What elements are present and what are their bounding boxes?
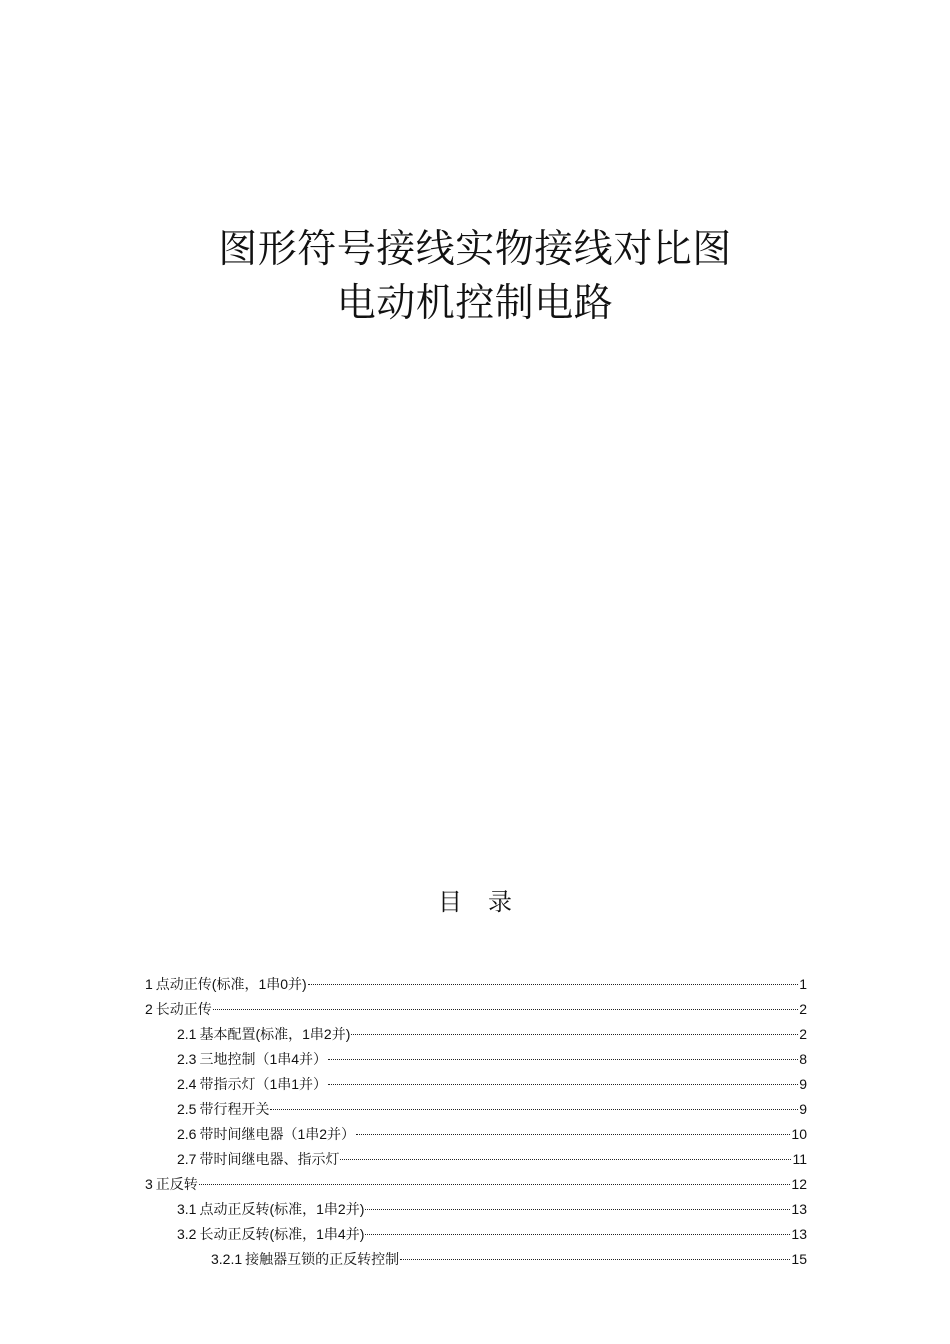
toc-entry-number: 1	[145, 976, 153, 992]
toc-dot-leader	[213, 1009, 798, 1010]
toc-entry[interactable]	[145, 1197, 807, 1222]
toc-entry-page: 15	[791, 1251, 807, 1267]
toc-entry-number: 3.2	[177, 1226, 197, 1242]
toc-entry-title: 带行程开关	[199, 1101, 270, 1117]
document-title-line-1: 图形符号接线实物接线对比图	[218, 227, 732, 272]
toc-entry-title: 基本配置(标准，1串2并)	[199, 1026, 351, 1042]
toc-entry-page: 10	[791, 1126, 807, 1142]
toc-dot-leader	[365, 1209, 790, 1210]
toc-dot-leader	[328, 1059, 798, 1060]
toc-entry-number: 2.4	[177, 1076, 197, 1092]
toc-entry-page: 13	[791, 1226, 807, 1242]
toc-entry[interactable]	[145, 1247, 807, 1272]
toc-entry-number: 2.3	[177, 1051, 197, 1067]
toc-entry-number: 2.7	[177, 1151, 197, 1167]
toc-entry-title: 带指示灯（1串1并）	[199, 1076, 328, 1092]
toc-dot-leader	[365, 1234, 790, 1235]
toc-entry[interactable]	[145, 1172, 807, 1197]
toc-entry[interactable]	[145, 1072, 807, 1097]
toc-entry-page: 8	[799, 1051, 807, 1067]
toc-entry[interactable]	[145, 1022, 807, 1047]
toc-entry-page: 11	[792, 1151, 807, 1167]
toc-heading: 目录	[438, 888, 538, 916]
toc-entry-number: 3.1	[177, 1201, 197, 1217]
toc-entry-number: 2.6	[177, 1126, 197, 1142]
toc-entry-title: 长动正传	[155, 1001, 212, 1017]
toc-dot-leader	[199, 1184, 791, 1185]
toc-entry[interactable]	[145, 1122, 807, 1147]
document-title-line-2: 电动机控制电路	[336, 281, 614, 326]
table-of-contents	[145, 972, 807, 1272]
toc-entry-number: 2	[145, 1001, 153, 1017]
toc-dot-leader	[328, 1084, 798, 1085]
toc-entry-page: 9	[799, 1101, 807, 1117]
toc-entry-title: 接触器互锁的正反转控制	[245, 1251, 400, 1267]
toc-entry[interactable]	[145, 997, 807, 1022]
toc-dot-leader	[356, 1134, 790, 1135]
toc-dot-leader	[270, 1109, 798, 1110]
toc-entry-number: 3.2.1	[211, 1251, 243, 1267]
toc-entry-page: 9	[799, 1076, 807, 1092]
toc-entry-page: 2	[799, 1026, 807, 1042]
toc-entry-page: 13	[791, 1201, 807, 1217]
toc-entry[interactable]	[145, 1147, 807, 1172]
toc-entry-page: 12	[791, 1176, 807, 1192]
toc-entry[interactable]	[145, 972, 807, 997]
toc-dot-leader	[308, 984, 799, 985]
toc-entry-number: 2.5	[177, 1101, 197, 1117]
toc-dot-leader	[340, 1159, 791, 1160]
toc-entry-page: 1	[799, 976, 807, 992]
toc-entry[interactable]	[145, 1047, 807, 1072]
toc-entry-page: 2	[799, 1001, 807, 1017]
toc-entry-title: 点动正反转(标准，1串2并)	[199, 1201, 365, 1217]
toc-entry-number: 2.1	[177, 1026, 197, 1042]
toc-entry-title: 三地控制（1串4并）	[199, 1051, 328, 1067]
toc-dot-leader	[400, 1259, 790, 1260]
toc-entry-title: 点动正传(标准，1串0并)	[155, 976, 307, 992]
toc-entry-title: 长动正反转(标准，1串4并)	[199, 1226, 365, 1242]
toc-dot-leader	[351, 1034, 798, 1035]
toc-entry-title: 正反转	[155, 1176, 198, 1192]
toc-entry-title: 带时间继电器、指示灯	[199, 1151, 340, 1167]
toc-entry[interactable]	[145, 1222, 807, 1247]
toc-entry[interactable]	[145, 1097, 807, 1122]
toc-entry-number: 3	[145, 1176, 153, 1192]
toc-entry-title: 带时间继电器（1串2并）	[199, 1126, 356, 1142]
